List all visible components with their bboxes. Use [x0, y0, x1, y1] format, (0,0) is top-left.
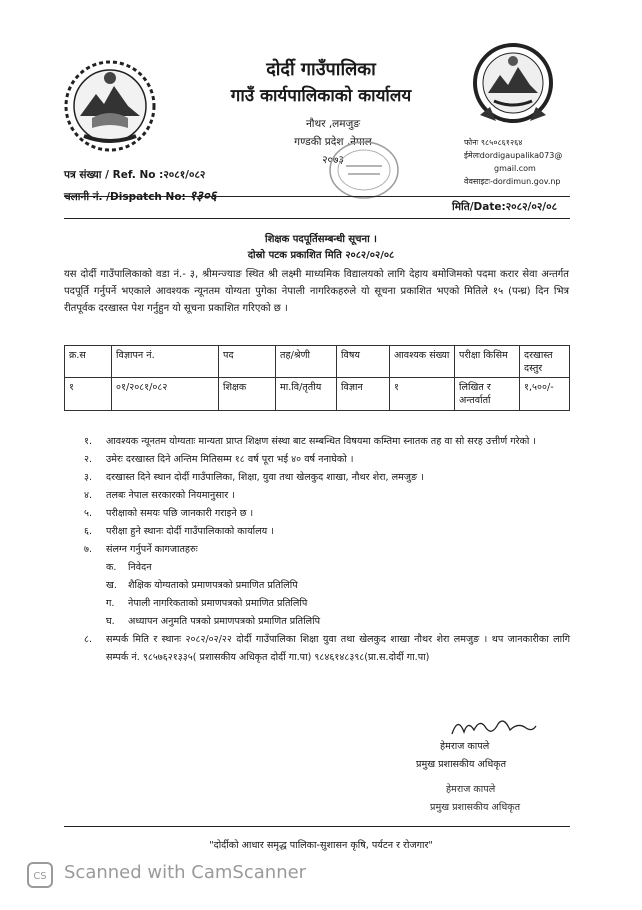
table-header-cell: तह/श्रेणी [276, 346, 337, 378]
vacancy-table [64, 345, 570, 411]
item-number: ६. [84, 526, 93, 537]
table-row [65, 378, 570, 411]
ref-label: पत्र संख्या / Ref. No : [64, 169, 164, 181]
dispatch-number-line [64, 186, 216, 204]
item-text: शैक्षिक योग्यताको प्रमाणपत्रको प्रमाणित प्रतिलिपि [128, 580, 298, 591]
table-header-cell: विषय [337, 346, 390, 378]
list-item [84, 505, 570, 523]
header-divider [64, 196, 570, 197]
footer-divider [64, 826, 570, 827]
logo-text: CS [33, 871, 47, 882]
item-text: संलग्न गर्नुपर्ने कागजातहरुः [106, 544, 198, 555]
list-item [84, 451, 570, 469]
table-cell: लिखित र अन्तर्वार्ता [455, 378, 520, 411]
list-item [106, 595, 570, 613]
table-cell: १ [390, 378, 455, 411]
stamp-title: प्रमुख प्रशासकीय अधिकृत [430, 802, 521, 813]
footer-slogan: "दोर्दीको आधार समृद्ध पालिका-सुशासन कृषि, पर्यटन र रोजगार" [209, 840, 433, 851]
list-item [84, 433, 570, 451]
item-text: दरखास्त दिने स्थान दोर्दी गाउँपालिका, शिक्षा, युवा तथा खेलकुद शाखा, नौथर शेरा, लमजुङ । [106, 472, 424, 483]
notice-title: शिक्षक पदपूर्तिसम्बन्धी सूचना । [265, 234, 377, 245]
date-label: मिति/Date: [452, 201, 506, 213]
item-text: परीक्षाको समयः पछि जानकारी गराइने छ । [106, 508, 254, 519]
list-item [106, 559, 570, 577]
phone-text: फोनः ९८५०८६१२६४ [464, 138, 523, 147]
table-cell: १ [65, 378, 112, 411]
table-cell: १,५००/- [520, 378, 570, 411]
item-number: ४. [84, 490, 93, 501]
list-item [84, 469, 570, 487]
item-text: तलबः नेपाल सरकारको नियमानुसार । [106, 490, 235, 501]
table-header-cell: दरखास्त दस्तुर [520, 346, 570, 378]
stamp-name: हेमराज कापले [446, 784, 496, 795]
documents-sublist [84, 559, 570, 631]
item-text: परीक्षा हुने स्थानः दोर्दी गाउँपालिकाको कार्यालय । [106, 526, 274, 537]
table-cell: शिक्षक [219, 378, 276, 411]
item-number: १. [84, 436, 93, 447]
signatory-name: हेमराज कापले [440, 741, 490, 752]
table-header-row [65, 346, 570, 378]
item-number: घ. [106, 616, 115, 627]
email-text: ईमेलःdordigaupalika073@ [464, 151, 563, 160]
year-label: २०७३ [322, 154, 344, 166]
org-name: दोर्दी गाउँपालिका [266, 59, 376, 80]
address-line-2: गण्डकी प्रदेश ,नेपाल [294, 136, 372, 148]
handwritten-signature-icon [448, 712, 538, 740]
item-number: २. [84, 454, 93, 465]
item-number: ख. [106, 580, 117, 591]
notice-subtitle: दोस्रो पटक प्रकाशित मिति २०८२/०२/०८ [247, 250, 395, 261]
camscanner-watermark-text: Scanned with CamScanner [64, 862, 307, 883]
office-stamp-icon [326, 138, 402, 202]
list-item [84, 631, 570, 667]
item-number: ५. [84, 508, 93, 519]
item-number: ग. [106, 598, 115, 609]
table-header-cell: आवश्यक संख्या [390, 346, 455, 378]
ref-value: २०८१/०८२ [163, 169, 206, 181]
notice-body: यस दोर्दी गाउँपालिकाको वडा नं.- ३, श्रीमन्ज्याङ स्थित श्री लक्ष्मी माध्यमिक विद्यालयको लागि देहाय बमोजिमको पदमा करार सेवा अन्तर्गत पदपूर्ति गर्नुपर्ने भएकाले आवश्यक न्यूनतम योग्यता पुगेका नेपाली नागरिकहरुले यो सूचना प्रकाशित भएको मितिले १५ (पन्ध्र) दिन भित्र रीतपूर्वक दरखास्त पेश गर्नुहुन यो सूचना प्रकाशित गरिएको छ । [64, 269, 569, 314]
table-header-cell: विज्ञापन नं. [112, 346, 219, 378]
address-line-1: नौथर ,लमजुङ [305, 118, 361, 130]
item-number: ३. [84, 472, 93, 483]
table-header-cell: पद [219, 346, 276, 378]
list-item [84, 541, 570, 559]
table-header-cell: क्र.स [65, 346, 112, 378]
item-text: सम्पर्क मिति र स्थानः २०८२/०२/२२ दोर्दी गाउँपालिका शिक्षा युवा तथा खेलकुद शाखा नौथर शेरा लमजुङ । थप जानकारीका लागि सम्पर्क नं. ९८५७६२१३३५( प्रशासकीय अधिकृत दोर्दी गा.पा) ९८४६१४८३९८(प्रा.स.दोर्दी गा.पा) [106, 634, 570, 663]
date-divider [64, 218, 570, 219]
list-item [84, 523, 570, 541]
list-item [106, 577, 570, 595]
list-item [106, 613, 570, 631]
dispatch-value: १३०६ [189, 189, 217, 204]
item-text: अध्यापन अनुमति पत्रको प्रमाणपत्रको प्रमाणित प्रतिलिपि [128, 616, 321, 627]
item-text: नेपाली नागरिकताको प्रमाणपत्रको प्रमाणित प्रतिलिपि [128, 598, 308, 609]
table-cell: ०१/२०८१/०८२ [112, 378, 219, 411]
camscanner-logo-icon [27, 862, 53, 888]
conditions-list [84, 433, 570, 667]
signatory-title: प्रमुख प्रशासकीय अधिकृत [416, 759, 507, 770]
ref-number-line [64, 168, 205, 182]
contact-block [464, 136, 562, 188]
item-text: उमेरः दरखास्त दिने अन्तिम मितिसम्म १८ वर्ष पूरा भई ४० वर्ष ननाघेको । [106, 454, 354, 465]
item-text: आवश्यक न्यूनतम योग्यताः मान्यता प्राप्त शिक्षण संस्था बाट सम्बन्धित विषयमा कम्तिमा स्नातक तह वा सो सरह उत्तीर्ण गरेको । [106, 436, 537, 447]
table-cell: मा.वि/तृतीय [276, 378, 337, 411]
item-number: ७. [84, 544, 93, 555]
dispatch-label: चलानी नं. /Dispatch No: [64, 191, 186, 203]
office-name: गाउँ कार्यपालिकाको कार्यालय [230, 86, 412, 106]
email-text-cont: gmail.com [494, 164, 536, 173]
item-number: ८. [84, 634, 93, 645]
website-text: वेवसाइटः-dordimun.gov.np [464, 177, 561, 186]
date-line [452, 200, 557, 214]
date-value: २०८२/०२/०८ [505, 201, 558, 213]
list-item [84, 487, 570, 505]
item-text: निवेदन [128, 562, 152, 573]
table-cell: विज्ञान [337, 378, 390, 411]
item-number: क. [106, 562, 117, 573]
table-header-cell: परीक्षा किसिम [455, 346, 520, 378]
